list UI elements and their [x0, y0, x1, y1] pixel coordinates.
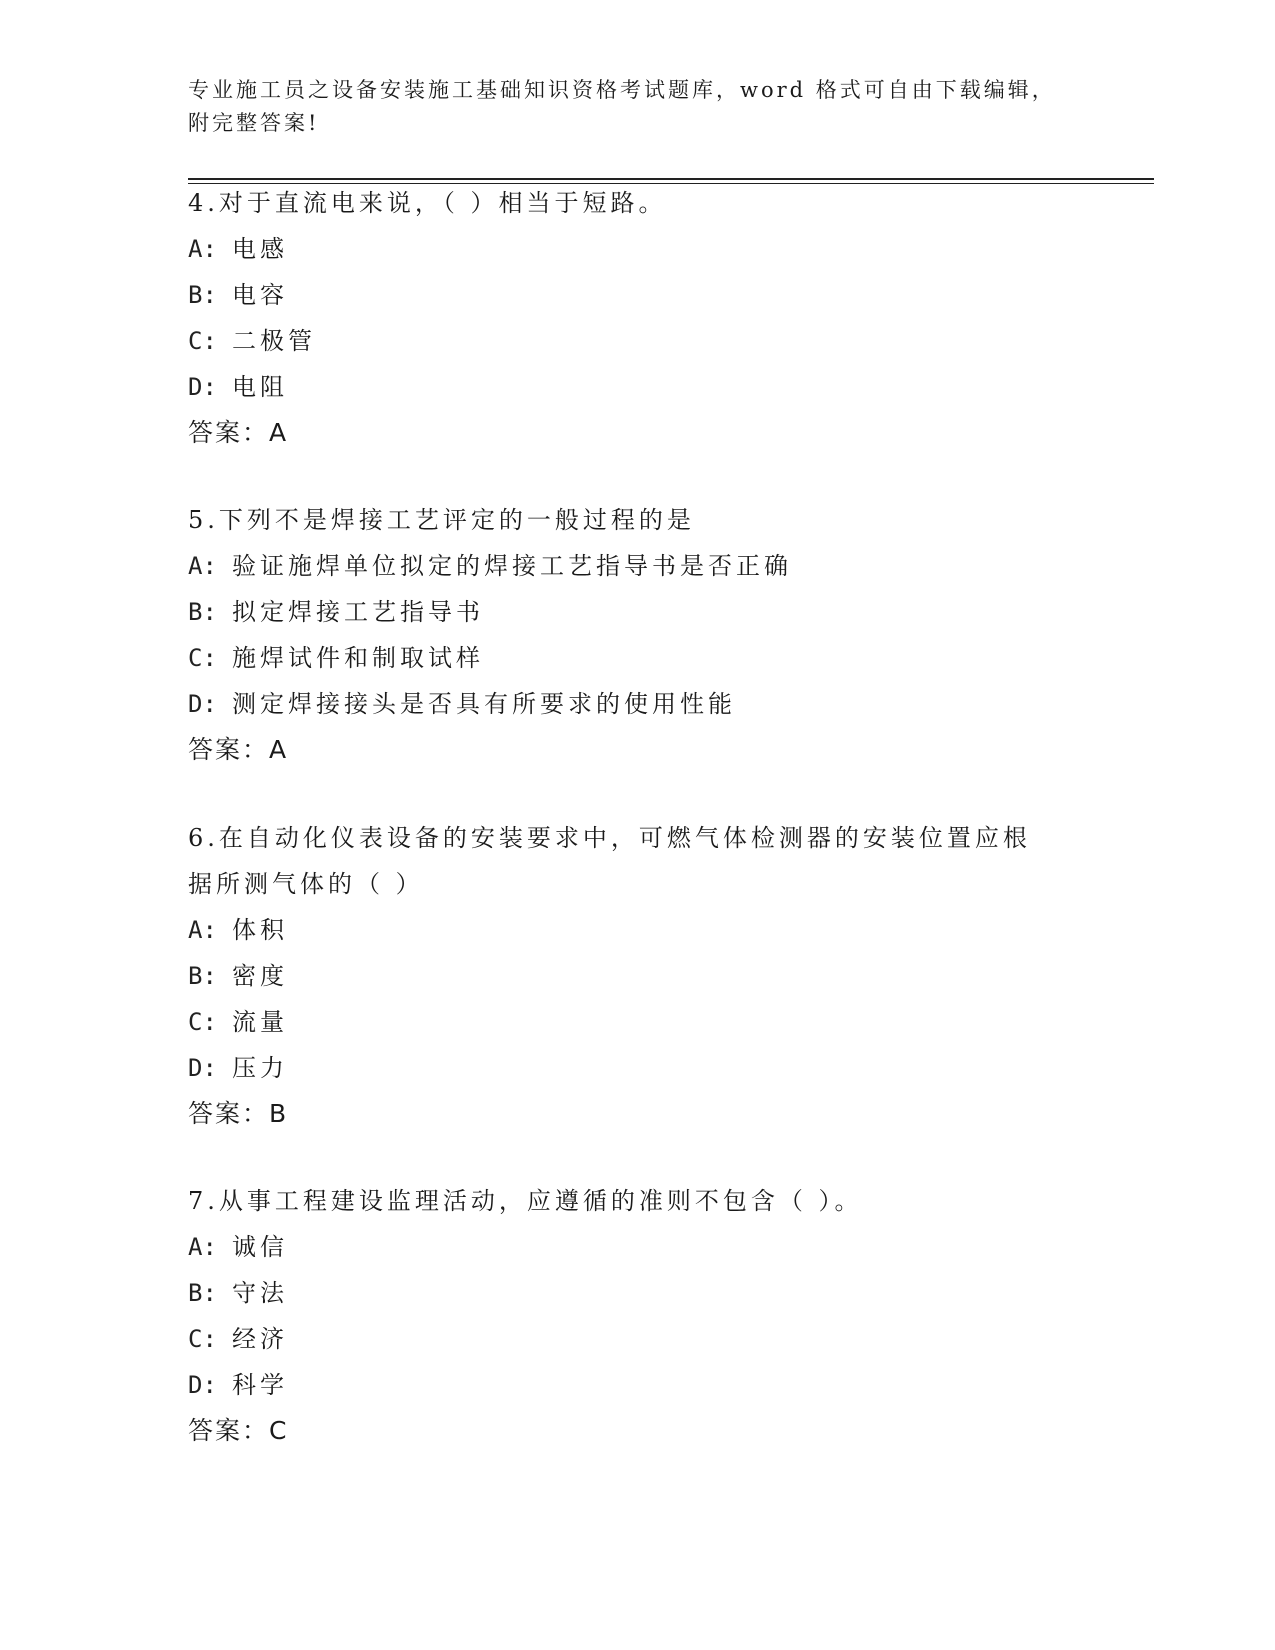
option-key: A: — [188, 1233, 217, 1261]
header-line-1: 专业施工员之设备安装施工基础知识资格考试题库，word 格式可自由下载编辑， — [188, 78, 1056, 102]
option-a — [188, 226, 1088, 272]
option-text: 体积 — [232, 916, 288, 944]
option-text: 施焊试件和制取试样 — [232, 644, 484, 672]
option-key: B: — [188, 281, 217, 309]
option-key: B: — [188, 962, 217, 990]
option-text: 二极管 — [232, 327, 316, 355]
question-stem: 5.下列不是焊接工艺评定的一般过程的是 — [188, 506, 695, 534]
option-a — [188, 1224, 1088, 1270]
question-block-7 — [188, 1178, 1088, 1454]
answer-line: 答案：C — [188, 1416, 289, 1445]
option-key: A: — [188, 235, 217, 263]
option-text: 流量 — [232, 1008, 288, 1036]
option-key: C: — [188, 1325, 217, 1353]
option-text: 压力 — [232, 1054, 288, 1082]
option-key: D: — [188, 1054, 217, 1082]
option-key: A: — [188, 552, 217, 580]
option-key: C: — [188, 1008, 217, 1036]
answer-line: 答案：B — [188, 1099, 289, 1128]
question-stem: 6.在自动化仪表设备的安装要求中，可燃气体检测器的安装位置应根 — [188, 824, 1031, 852]
option-c — [188, 999, 1088, 1045]
option-text: 密度 — [232, 962, 288, 990]
question-block-5 — [188, 497, 1088, 773]
question-block-6 — [188, 815, 1088, 1137]
question-stem: 4.对于直流电来说，（ ）相当于短路。 — [188, 189, 667, 217]
option-text: 电感 — [232, 235, 288, 263]
option-b — [188, 1270, 1088, 1316]
option-text: 拟定焊接工艺指导书 — [232, 598, 484, 626]
option-text: 测定焊接接头是否具有所要求的使用性能 — [232, 690, 736, 718]
answer-line: 答案：A — [188, 735, 289, 764]
option-a — [188, 543, 1088, 589]
option-text: 守法 — [232, 1279, 288, 1307]
option-a — [188, 907, 1088, 953]
option-key: C: — [188, 644, 217, 672]
option-key: B: — [188, 1279, 217, 1307]
option-b — [188, 953, 1088, 999]
option-c — [188, 1316, 1088, 1362]
option-key: B: — [188, 598, 217, 626]
option-text: 验证施焊单位拟定的焊接工艺指导书是否正确 — [232, 552, 792, 580]
question-stem-continued: 据所测气体的（ ） — [188, 870, 424, 898]
option-d — [188, 1045, 1088, 1091]
option-d — [188, 681, 1088, 727]
option-key: C: — [188, 327, 217, 355]
header-line-2: 附完整答案! — [188, 111, 320, 135]
option-key: D: — [188, 690, 217, 718]
option-key: A: — [188, 916, 217, 944]
option-b — [188, 272, 1088, 318]
option-key: D: — [188, 373, 217, 401]
option-key: D: — [188, 1371, 217, 1399]
option-c — [188, 318, 1088, 364]
option-c — [188, 635, 1088, 681]
option-d — [188, 1362, 1088, 1408]
option-text: 电阻 — [232, 373, 288, 401]
option-b — [188, 589, 1088, 635]
option-text: 电容 — [232, 281, 288, 309]
question-stem: 7.从事工程建设监理活动，应遵循的准则不包含（ ）。 — [188, 1187, 863, 1215]
question-block-4 — [188, 180, 1088, 456]
option-text: 诚信 — [232, 1233, 288, 1261]
document-header — [188, 74, 1068, 140]
option-text: 科学 — [232, 1371, 288, 1399]
answer-line: 答案：A — [188, 418, 289, 447]
option-text: 经济 — [232, 1325, 288, 1353]
option-d — [188, 364, 1088, 410]
